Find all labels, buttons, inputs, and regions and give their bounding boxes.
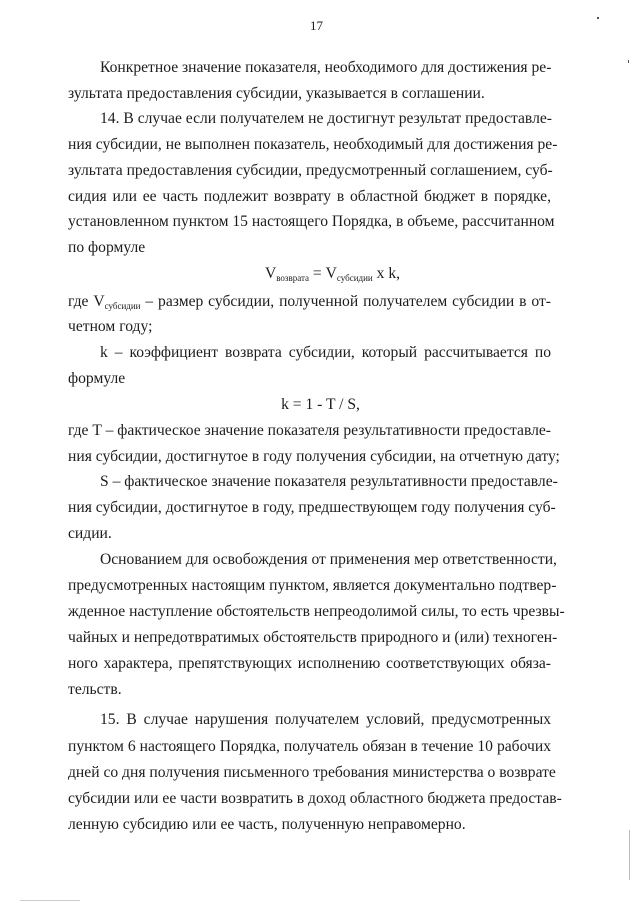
scan-edge-mark: [629, 830, 630, 880]
clause-14-line: 14. В случае если получателем не достигнут результат предоставле-: [100, 110, 552, 127]
clause-15-line: субсидии или ее части возвратить в доход областного бюджета предостав-: [68, 790, 562, 807]
formula-symbol: V: [264, 265, 277, 282]
basis-line: жденное наступление обстоятельств непреодолимой силы, то есть чрезвы-: [68, 603, 565, 620]
formula-subscript: субсидии: [104, 301, 141, 311]
clause-15-line: 15. В случае нарушения получателем условий, предусмотренных: [100, 711, 551, 728]
definition-text: – размер субсидии, полученной получателем субсидии в от-: [140, 293, 551, 310]
clause-15-line: ленную субсидию или ее часть, полученную неправомерно.: [68, 816, 466, 833]
scan-speck: [628, 60, 629, 63]
basis-line: тельств.: [68, 681, 122, 698]
basis-line: чайных и непредотвратимых обстоятельств природного и (или) техноген-: [68, 629, 558, 646]
clause-15-line: пунктом 6 настоящего Порядка, получатель обязан в течение 10 рабочих: [68, 738, 551, 755]
text-line: Конкретное значение показателя, необходимого для достижения ре-: [100, 59, 552, 76]
basis-line: предусмотренных настоящим пунктом, является документально подтвер-: [68, 577, 557, 594]
s-definition-line: S – фактическое значение показателя результативности предоставле-: [100, 473, 558, 490]
clause-14-line: установленном пунктом 15 настоящего Порядка, в объеме, рассчитанном: [68, 213, 555, 230]
page-number: 17: [310, 18, 323, 33]
definition-text: где V: [68, 293, 105, 310]
clause-14-line: сидия или ее часть подлежит возврату в областной бюджет в порядке,: [68, 188, 551, 205]
t-definition-line: где T – фактическое значение показателя результативности предоставле-: [68, 422, 551, 439]
k-formula: k = 1 - T / S,: [281, 396, 360, 413]
clause-14-line: зультата предоставления субсидии, предусмотренный соглашением, суб-: [68, 162, 553, 179]
formula-symbol: = V: [309, 265, 337, 282]
scan-bottom-mark: [20, 900, 80, 901]
definition-line: [68, 292, 551, 316]
scan-speck: [597, 17, 599, 19]
clause-14-line: ния субсидии, не выполнен показатель, необходимый для достижения ре-: [68, 136, 558, 153]
k-definition-line: формуле: [68, 370, 126, 387]
s-definition-line: сидии.: [68, 525, 112, 542]
t-definition-line: ния субсидии, достигнутое в году получения субсидии, на отчетную дату;: [68, 448, 560, 465]
clause-14-line: по формуле: [68, 239, 146, 256]
refund-formula: [0, 264, 633, 288]
clause-15-line: дней со дня получения письменного требования министерства о возврате: [68, 764, 556, 781]
definition-line: четном году;: [68, 318, 153, 335]
s-definition-line: ния субсидии, достигнутое в году, предшествующем году получения суб-: [68, 499, 556, 516]
basis-line: ного характера, препятствующих исполнению соответствующих обяза-: [68, 655, 551, 672]
basis-line: Основанием для освобождения от применения мер ответственности,: [100, 551, 557, 568]
formula-symbol: x k,: [372, 265, 401, 282]
formula-subscript: субсидии: [336, 273, 373, 283]
formula-subscript: возврата: [276, 273, 310, 283]
k-definition-line: k – коэффициент возврата субсидии, который рассчитывается по: [100, 344, 551, 361]
text-line: зультата предоставления субсидии, указывается в соглашении.: [68, 85, 485, 102]
